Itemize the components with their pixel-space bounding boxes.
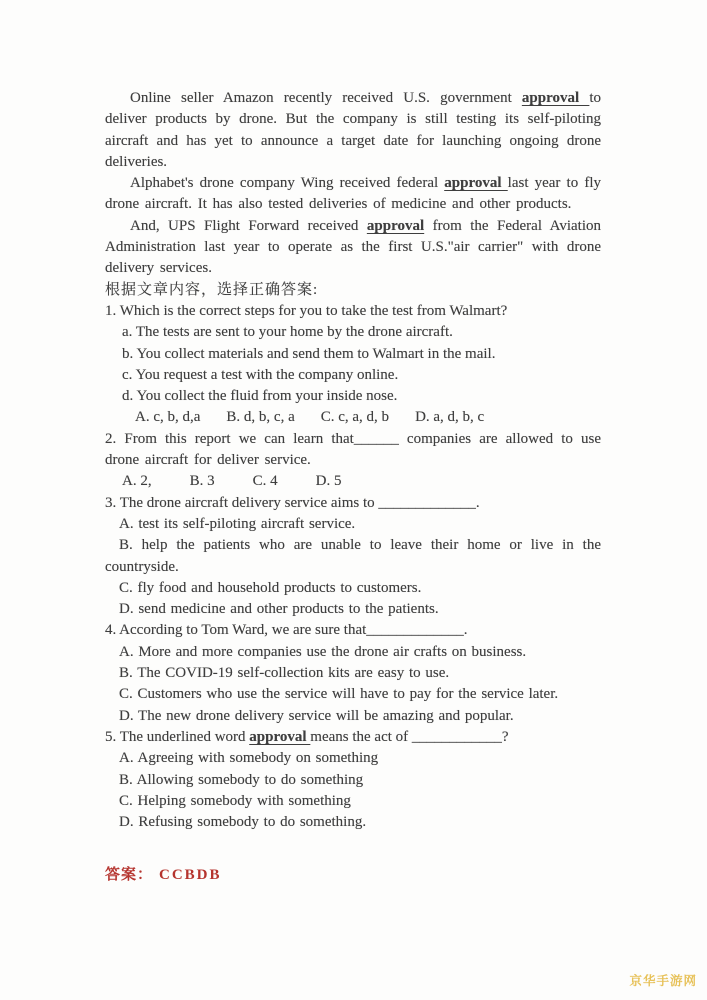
chinese-instruction: 根据文章内容，选择正确答案:: [105, 281, 319, 298]
question-1-step-a: a. The tests are sent to your home by the drone aircraft.: [122, 324, 453, 341]
question-1-choices: [105, 407, 601, 428]
question-3-stem: 3. The drone aircraft delivery service aims to _____________.: [105, 494, 480, 511]
underlined-keyword-approval: approval: [444, 175, 508, 192]
answer-key-line: [105, 865, 601, 886]
passage-paragraph-3: [105, 216, 601, 280]
question-2-choices: [105, 471, 601, 492]
question-5-option-c: C. Helping somebody with something: [119, 792, 351, 809]
question-3-option-b: B. help the patients who are unable to leave their home or live in the countryside.: [105, 537, 601, 575]
question-1-step-d: d. You collect the fluid from your inside nose.: [122, 388, 398, 405]
question-5: [105, 727, 601, 833]
question-4-option-b: B. The COVID-19 self-collection kits are easy to use.: [119, 665, 450, 682]
question-1-stem: 1. Which is the correct steps for you to take the test from Walmart?: [105, 302, 508, 319]
question-5-option-a: A. Agreeing with somebody on something: [119, 750, 379, 767]
paragraph-text: from the Federal Aviation Administration last year to operate as the first U.S."air carrier" with drone delivery services.: [105, 217, 602, 277]
site-watermark: 京华手游网: [629, 973, 697, 988]
choice-b: B. d, b, c, a: [226, 409, 295, 426]
stem-text: 5. The underlined word: [105, 728, 250, 745]
paragraph-text: to deliver products by drone. But the company is still testing its self-piloting aircraft and has yet to announce a target date for launching ongoing drone deliveries.: [105, 90, 601, 170]
question-1-step-b: b. You collect materials and send them to Walmart in the mail.: [122, 345, 496, 362]
paragraph-text: And, UPS Flight Forward received: [130, 217, 367, 234]
underlined-keyword-approval: approval: [366, 217, 425, 234]
question-4-stem: 4. According to Tom Ward, we are sure that_____________.: [105, 622, 468, 639]
question-5-stem: [105, 727, 601, 748]
paragraph-text: Alphabet's drone company Wing received federal: [130, 175, 445, 192]
question-3-option-d: D. send medicine and other products to the patients.: [119, 601, 439, 618]
question-4-option-a: A. More and more companies use the drone air crafts on business.: [119, 643, 527, 660]
choice-d: D. 5: [315, 473, 342, 490]
question-3-option-a: A. test its self-piloting aircraft service.: [119, 515, 356, 532]
question-2: [105, 429, 601, 493]
choice-c: C. 4: [252, 473, 278, 490]
question-4-option-d: D. The new drone delivery service will be amazing and popular.: [119, 707, 514, 724]
choice-b: B. 3: [189, 473, 215, 490]
paragraph-text: Online seller Amazon recently received U.S. government: [130, 90, 522, 106]
underlined-keyword-approval: approval: [249, 728, 311, 745]
question-4-option-c: C. Customers who use the service will have to pay for the service later.: [119, 686, 559, 703]
choice-c: C. c, a, d, b: [320, 409, 390, 426]
choice-a: A. c, b, d,a: [135, 409, 201, 426]
question-5-option-d: D. Refusing somebody to do something.: [119, 814, 367, 831]
underlined-keyword-approval: approval: [521, 90, 590, 106]
question-3-option-c: C. fly food and household products to customers.: [119, 579, 422, 596]
choice-d: D. a, d, b, c: [415, 409, 485, 426]
answer-label: 答案：: [105, 867, 154, 884]
question-4: [105, 620, 601, 726]
question-1-step-c: c. You request a test with the company online.: [122, 366, 399, 383]
choice-a: A. 2,: [122, 473, 152, 490]
stem-text: means the act of ____________?: [310, 728, 509, 745]
passage-paragraph-2: [105, 173, 601, 216]
question-3: [105, 493, 601, 621]
passage-paragraph-1: [105, 88, 601, 173]
answer-value: CCBDB: [159, 867, 222, 884]
question-1: [105, 301, 601, 429]
paragraph-text: last year to fly drone aircraft. It has also tested deliveries of medicine and other products.: [105, 175, 601, 213]
question-5-option-b: B. Allowing somebody to do something: [119, 771, 364, 788]
question-2-stem: 2. From this report we can learn that______ companies are allowed to use drone aircraft for deliver service.: [105, 430, 601, 469]
